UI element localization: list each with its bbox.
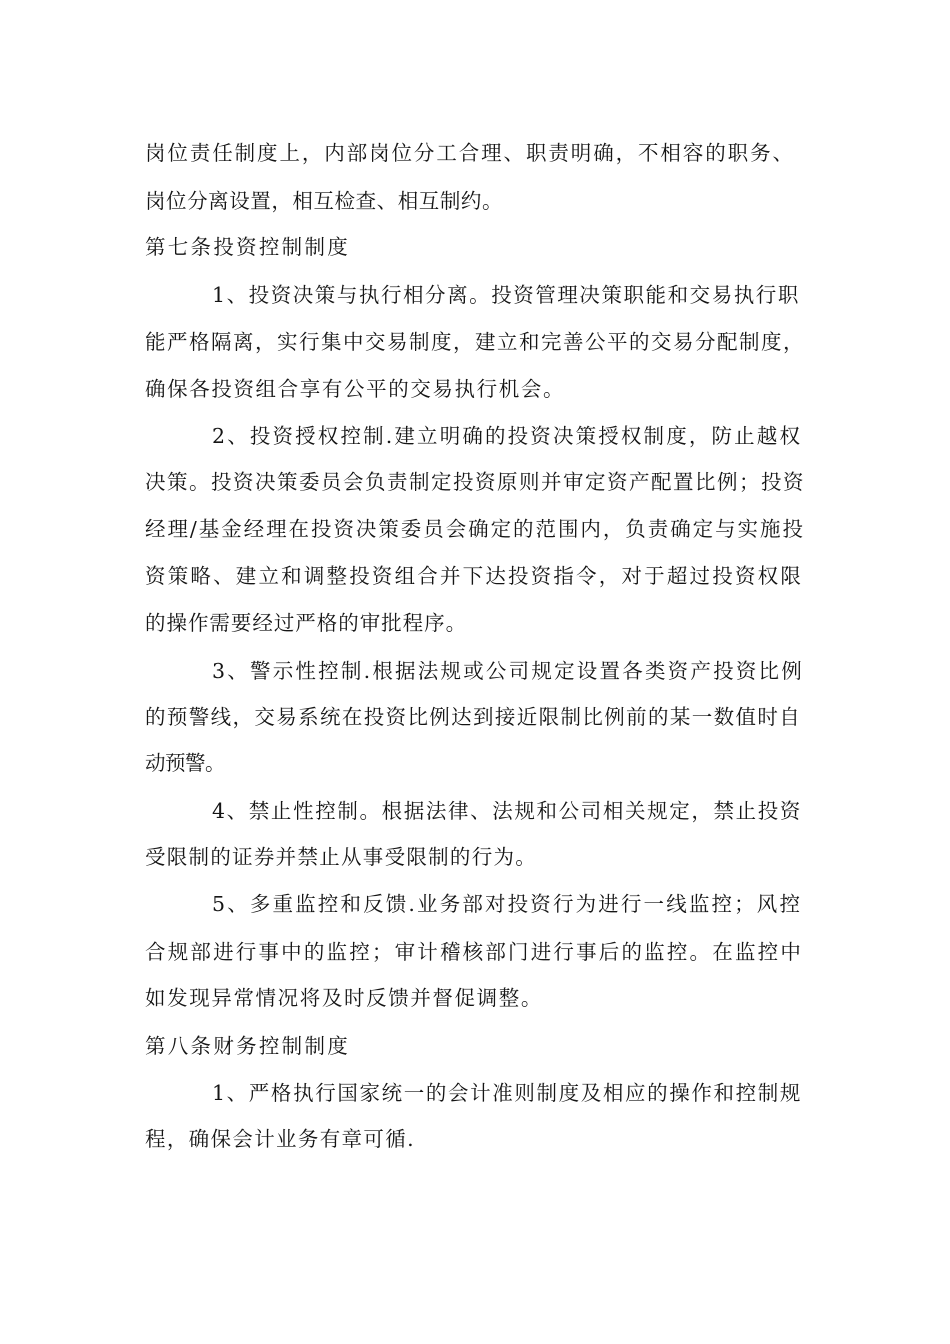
- section-heading: 第八条财务控制制度: [145, 1034, 351, 1058]
- text-line: 资策略、建立和调整投资组合并下达投资指令，对于超过投资权限: [145, 564, 804, 588]
- text-line: 程，确保会计业务有章可循.: [145, 1127, 415, 1151]
- text-line: 受限制的证券并禁止从事受限制的行为。: [145, 845, 538, 869]
- text-line: 如发现异常情况将及时反馈并督促调整。: [145, 986, 543, 1010]
- text-line: 岗位分离设置，相互检查、相互制约。: [145, 189, 504, 213]
- text-line: 能严格隔离，实行集中交易制度，建立和完善公平的交易分配制度，: [145, 330, 805, 354]
- text-line: 决策。投资决策委员会负责制定投资原则并审定资产配置比例；投资: [145, 470, 805, 494]
- text-line: 合规部进行事中的监控；审计稽核部门进行事后的监控。在监控中: [145, 940, 804, 964]
- text-line: 岗位责任制度上，内部岗位分工合理、职责明确，不相容的职务、: [145, 141, 795, 165]
- text-line: 的操作需要经过严格的审批程序。: [145, 611, 468, 635]
- section-heading: 第七条投资控制制度: [145, 235, 351, 259]
- text-line: 2、投资授权控制.建立明确的投资决策授权制度，防止越权: [212, 424, 803, 448]
- text-line: 3、警示性控制.根据法规或公司规定设置各类资产投资比例: [212, 659, 804, 683]
- text-line: 4、禁止性控制。根据法律、法规和公司相关规定，禁止投资: [212, 799, 803, 823]
- text-line: 1、投资决策与执行相分离。投资管理决策职能和交易执行职: [212, 283, 800, 307]
- text-line: 确保各投资组合享有公平的交易执行机会。: [145, 377, 566, 401]
- text-line: 经理/基金经理在投资决策委员会确定的范围内，负责确定与实施投: [145, 517, 805, 541]
- text-line: 1、严格执行国家统一的会计准则制度及相应的操作和控制规: [212, 1081, 803, 1105]
- text-line: 5、多重监控和反馈.业务部对投资行为进行一线监控；风控: [212, 892, 803, 916]
- text-line: 的预警线，交易系统在投资比例达到接近限制比例前的某一数值时自: [145, 705, 802, 729]
- text-line: 动预警。: [145, 751, 225, 775]
